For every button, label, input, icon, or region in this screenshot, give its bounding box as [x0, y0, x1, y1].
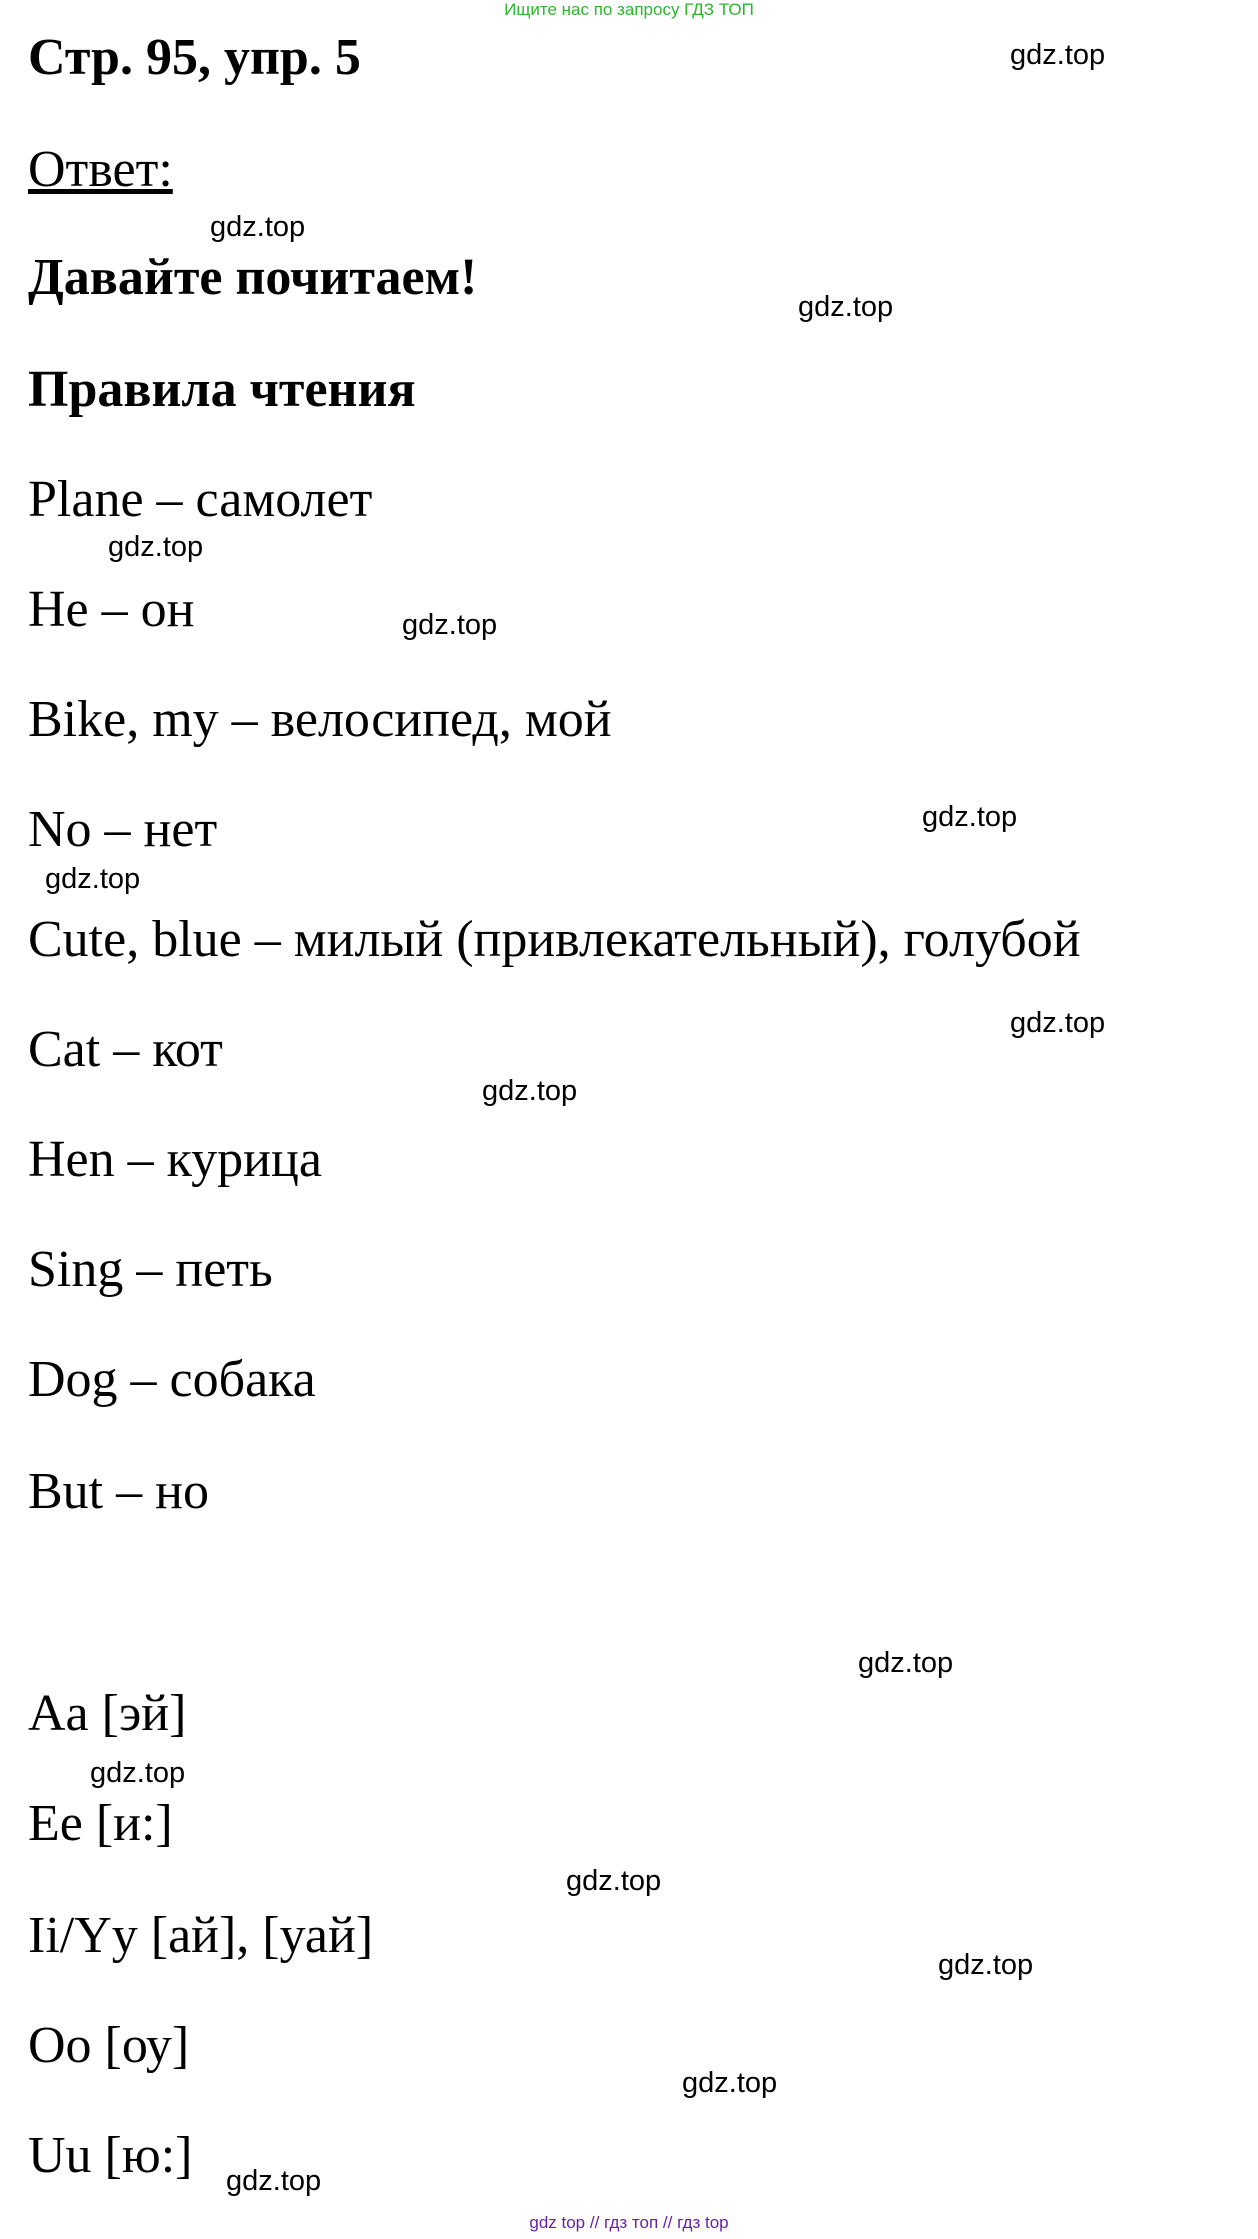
word-line: Plane – самолет: [28, 471, 373, 528]
watermark: gdz.top: [90, 1757, 186, 1789]
watermark: gdz.top: [1010, 39, 1106, 71]
answer-label: Ответ:: [28, 141, 173, 198]
watermark: gdz.top: [402, 609, 498, 641]
banner-text: Ищите нас по запросу ГДЗ ТОП: [504, 0, 754, 19]
search-hint-banner: [0, 0, 1258, 20]
letter-line: Oo [оу]: [28, 2017, 190, 2074]
watermark: gdz.top: [858, 1647, 954, 1679]
footer-link-gdz-top[interactable]: gdz top: [529, 2213, 586, 2232]
word-line: Dog – собака: [28, 1351, 316, 1408]
watermark: gdz.top: [922, 801, 1018, 833]
section-heading-rules: Правила чтения: [28, 361, 416, 418]
letter-line: Ii/Yy [ай], [уай]: [28, 1907, 374, 1964]
watermark: gdz.top: [1010, 1007, 1106, 1039]
letter-line: Aa [эй]: [28, 1685, 187, 1742]
word-line: Hen – курица: [28, 1131, 322, 1188]
word-line: He – он: [28, 581, 195, 638]
footer-separator: //: [662, 2213, 673, 2232]
word-line: Sing – петь: [28, 1241, 273, 1298]
watermark: gdz.top: [566, 1865, 662, 1897]
word-line: Cute, blue – милый (привлекательный), голубой: [28, 911, 1081, 968]
watermark: gdz.top: [682, 2067, 778, 2099]
word-line: Cat – кот: [28, 1021, 223, 1078]
page-title: Стр. 95, упр. 5: [28, 29, 361, 86]
watermark: gdz.top: [210, 211, 306, 243]
word-line: But – но: [28, 1463, 209, 1520]
footer-link-gdz-top-ru[interactable]: гдз топ: [604, 2213, 659, 2232]
footer-separator: //: [589, 2213, 600, 2232]
watermark: gdz.top: [45, 863, 141, 895]
section-heading-reading: Давайте почитаем!: [28, 249, 478, 306]
letter-line: Uu [ю:]: [28, 2127, 193, 2184]
letter-line: Ee [и:]: [28, 1795, 173, 1852]
watermark: gdz.top: [226, 2165, 322, 2197]
word-line: No – нет: [28, 801, 218, 858]
watermark: gdz.top: [938, 1949, 1034, 1981]
watermark: gdz.top: [482, 1075, 578, 1107]
watermark: gdz.top: [798, 291, 894, 323]
footer-links: [0, 2213, 1258, 2233]
word-line: Bike, my – велосипед, мой: [28, 691, 612, 748]
watermark: gdz.top: [108, 531, 204, 563]
footer-link-gdz-top-mixed[interactable]: гдз top: [677, 2213, 729, 2232]
